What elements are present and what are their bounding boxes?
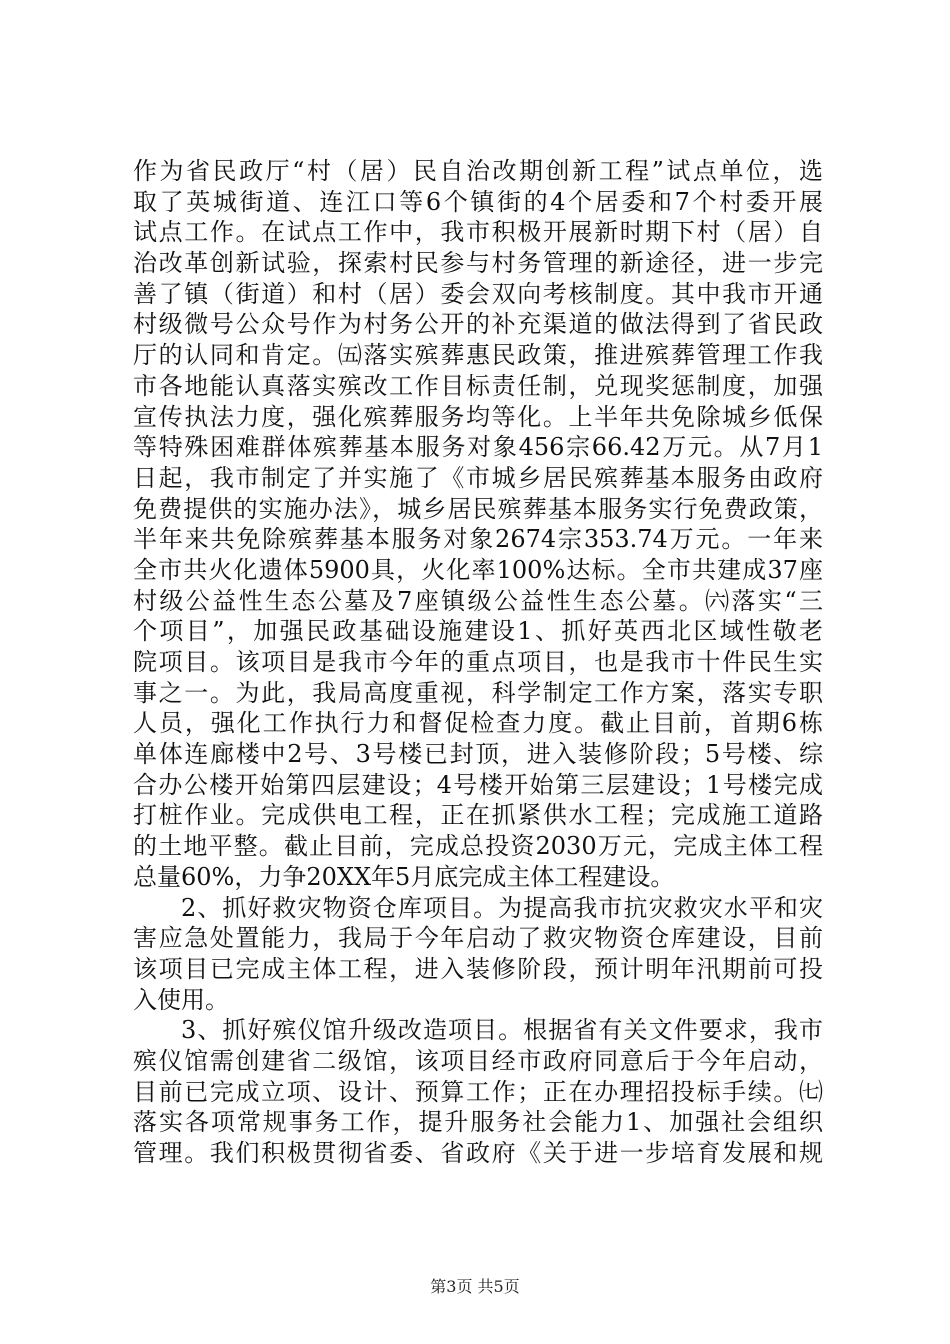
text-line: 害应急处置能力，我局于今年启动了救灾物资仓库建设，目前 — [133, 924, 823, 953]
text-line: 人员，强化工作执行力和督促检查力度。截止目前，首期6栋 — [133, 709, 823, 738]
text-line: 宣传执法力度，强化殡葬服务均等化。上半年共免除城乡低保 — [133, 402, 823, 431]
text-line: 该项目已完成主体工程，进入装修阶段，预计明年汛期前可投 — [133, 954, 823, 983]
text-line: 取了英城街道、连江口等6个镇街的4个居委和7个村委开展 — [133, 187, 823, 216]
text-line: 个项目”，加强民政基础设施建设1、抓好英西北区域性敬老 — [133, 617, 823, 646]
text-line: 日起，我市制定了并实施了《市城乡居民殡葬基本服务由政府 — [133, 463, 823, 492]
text-line: 市各地能认真落实殡改工作目标责任制，兑现奖惩制度，加强 — [133, 371, 823, 400]
page-footer: 第3页 共5页 — [430, 1277, 520, 1296]
text-line: 等特殊困难群体殡葬基本服务对象456宗66.42万元。从7月1 — [133, 433, 823, 462]
text-line: 殡仪馆需创建省二级馆，该项目经市政府同意后于今年启动， — [133, 1046, 823, 1075]
text-line: 厅的认同和肯定。㈤落实殡葬惠民政策，推进殡葬管理工作我 — [133, 341, 823, 370]
text-line: 事之一。为此，我局高度重视，科学制定工作方案，落实专职 — [133, 678, 823, 707]
text-line: 的土地平整。截止目前，完成总投资2030万元，完成主体工程 — [133, 832, 823, 861]
text-line: 治改革创新试验，探索村民参与村务管理的新途径，进一步完 — [133, 249, 823, 278]
text-line: 合办公楼开始第四层建设；4号楼开始第三层建设；1号楼完成 — [133, 770, 823, 799]
text-line: 3、抓好殡仪馆升级改造项目。根据省有关文件要求，我市 — [181, 1016, 823, 1045]
text-line: 村级微号公众号作为村务公开的补充渠道的做法得到了省民政 — [133, 310, 823, 339]
text-line: 落实各项常规事务工作，提升服务社会能力1、加强社会组织 — [133, 1108, 823, 1137]
text-line: 作为省民政厅“村（居）民自治改期创新工程”试点单位，选 — [133, 157, 823, 185]
text-line: 2、抓好救灾物资仓库项目。为提高我市抗灾救灾水平和灾 — [181, 893, 823, 922]
text-line: 入使用。 — [133, 985, 229, 1014]
text-line: 村级公益性生态公墓及7座镇级公益性生态公墓。㈥落实“三 — [133, 586, 823, 615]
text-line: 免费提供的实施办法》，城乡居民殡葬基本服务实行免费政策， — [133, 494, 823, 523]
document-body — [133, 156, 823, 1169]
text-line: 半年来共免除殡葬基本服务对象2674宗353.74万元。一年来 — [133, 525, 823, 554]
text-line: 总量60%，力争20XX年5月底完成主体工程建设。 — [133, 862, 675, 891]
text-line: 试点工作。在试点工作中，我市积极开展新时期下村（居）自 — [133, 218, 823, 247]
text-line: 单体连廊楼中2号、3号楼已封顶，进入装修阶段；5号楼、综 — [133, 740, 823, 769]
text-line: 全市共火化遗体5900具，火化率100%达标。全市共建成37座 — [133, 555, 823, 584]
text-line: 管理。我们积极贯彻省委、省政府《关于进一步培育发展和规 — [133, 1139, 823, 1167]
text-line: 打桩作业。完成供电工程，正在抓紧供水工程；完成施工道路 — [133, 801, 823, 830]
text-line: 善了镇（街道）和村（居）委会双向考核制度。其中我市开通 — [133, 279, 823, 308]
text-line: 院项目。该项目是我市今年的重点项目，也是我市十件民生实 — [133, 648, 823, 676]
text-line: 目前已完成立项、设计、预算工作；正在办理招投标手续。㈦ — [133, 1077, 823, 1106]
